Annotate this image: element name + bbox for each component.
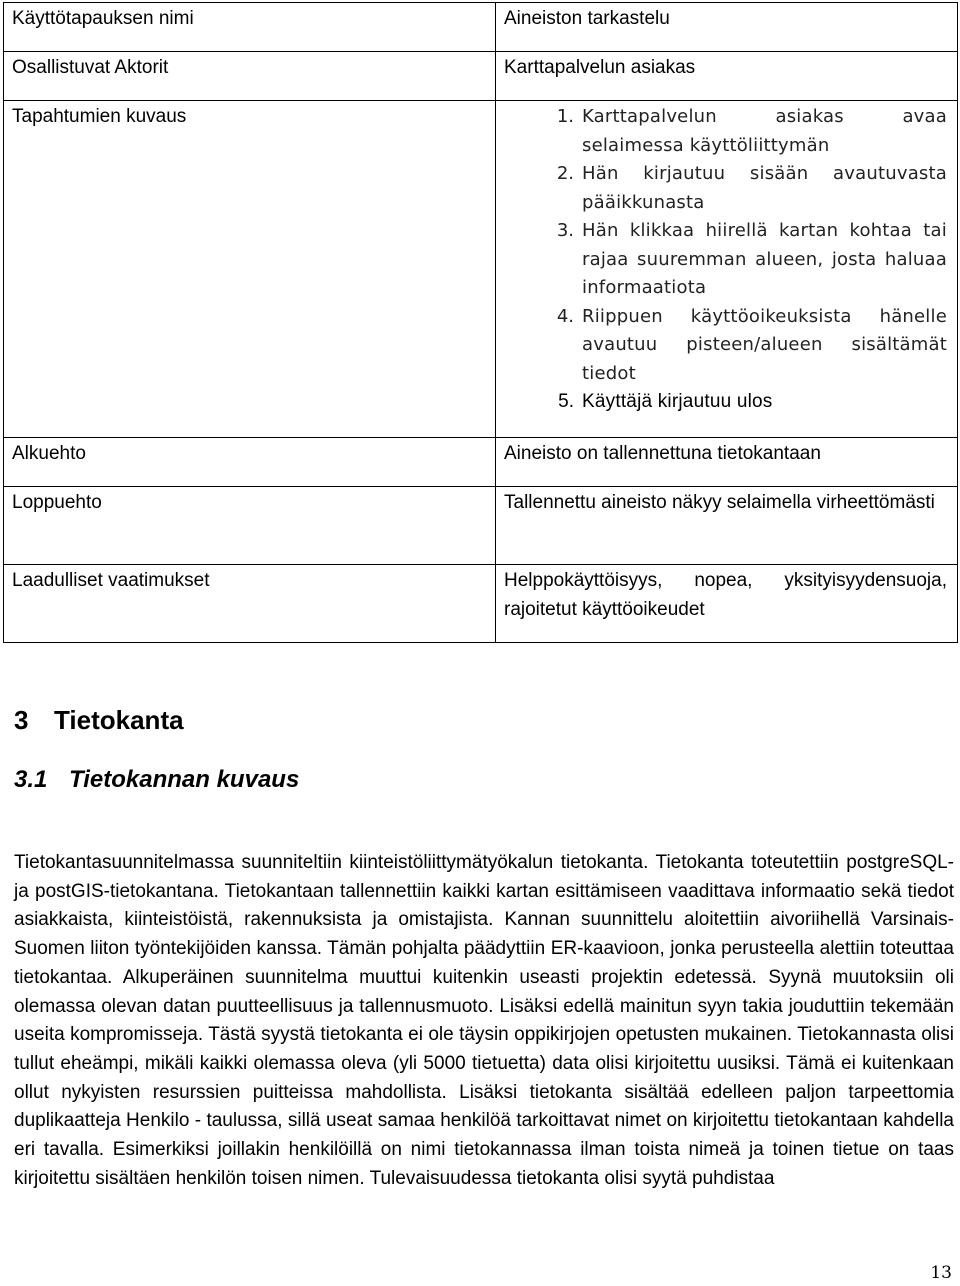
row-value-precondition: Aineisto on tallennettuna tietokantaan: [496, 438, 958, 487]
list-item: [504, 388, 947, 417]
step-number: 2.: [556, 163, 574, 184]
list-item: [504, 160, 947, 217]
subsection-heading: [14, 762, 299, 798]
body-paragraph: Tietokantasuunnitelmassa suunniteltiin kiinteistöliittymätyökalun tietokanta. Tietokanta toteutettiin postgreSQL- ja postGIS-tietokantana. Tietokantaan tallennettiin kaikki kartan esittämiseen vaadittava informaatio sekä tiedot asiakkaista, kiinteistöistä, rakennuksista ja omistajista. Kannan suunnittelu aloitettiin aivoriihellä Varsinais-Suomen liiton työntekijöiden kanssa. Tämän pohjalta päädyttiin ER-kaavioon, jonka perusteella alettiin toteuttaa tietokantaa. Alkuperäinen suunnitelma muuttui kuitenkin useasti projektin edetessä. Syynä muutoksiin oli olemassa olevan datan puutteellisuus ja tallennusmuoto. Lisäksi edellä mainitun syyn takia jouduttiin tekemään useita kompromisseja. Tästä syystä tietokanta ei ole täysin oppikirjojen opetusten mukainen. Tietokannasta olisi tullut eheämpi, mikäli kaikki olemassa oleva (yli 5000 tietuetta) data olisi kirjoitettu uusiksi. Tämä ei kuitenkaan ollut nykyisten resurssien puitteissa mahdollista. Lisäksi tietokanta sisältää edelleen paljon tarpeettomia duplikaatteja Henkilo - taulussa, sillä useat samaa henkilöä tarkoittavat nimet on kirjoitettu tietokantaan kahdella eri tavalla. Esimerkiksi joillakin henkilöillä on nimi tietokannassa ilman toista nimeä ja toinen tietue on taas kirjoitettu sisältäen henkilön toisen nimen. Tulevaisuudessa tietokanta olisi syytä puhdistaa: [14, 852, 954, 1189]
page-number: 13: [930, 1263, 952, 1283]
row-label-precondition: Alkuehto: [4, 438, 496, 487]
list-item: [504, 303, 947, 389]
step-text: Hän kirjautuu sisään avautuvasta pääikkunasta: [582, 163, 947, 213]
step-text: Käyttäjä kirjautuu ulos: [582, 391, 773, 412]
section-title: Tietokanta: [54, 705, 184, 735]
subsection-title: Tietokannan kuvaus: [69, 766, 300, 793]
row-label-postcondition: Loppuehto: [4, 487, 496, 565]
row-value-quality-requirements: Helppokäyttöisyys, nopea, yksityisyydensuoja, rajoitetut käyttöoikeudet: [496, 565, 958, 643]
table-row: [4, 565, 958, 643]
section-heading: [14, 700, 184, 740]
row-value-event-flow: [496, 101, 958, 438]
table-row: [4, 3, 958, 52]
list-item: [504, 103, 947, 160]
use-case-table: [3, 2, 958, 643]
section-number: 3: [14, 705, 29, 735]
table-row: [4, 52, 958, 101]
row-value-postcondition: Tallennettu aineisto näkyy selaimella virheettömästi: [496, 487, 958, 565]
row-label-actors: Osallistuvat Aktorit: [4, 52, 496, 101]
step-text: Hän klikkaa hiirellä kartan kohtaa tai rajaa suuremman alueen, josta haluaa informaatiota: [582, 220, 947, 298]
step-number: 3.: [556, 220, 574, 241]
step-number: 4.: [556, 305, 574, 327]
step-number: 1.: [556, 106, 574, 127]
row-value-use-case-name: Aineiston tarkastelu: [496, 3, 958, 52]
row-label-quality-requirements: Laadulliset vaatimukset: [4, 565, 496, 643]
table-row: [4, 101, 958, 438]
event-steps-list: [504, 103, 947, 417]
row-value-actors: Karttapalvelun asiakas: [496, 52, 958, 101]
step-number: 5.: [558, 391, 574, 412]
table-row: [4, 438, 958, 487]
list-item: [504, 217, 947, 303]
subsection-number: 3.1: [14, 766, 48, 793]
step-text: Karttapalvelun asiakas avaa selaimessa käyttöliittymän: [582, 106, 947, 156]
row-label-event-flow: Tapahtumien kuvaus: [4, 101, 496, 438]
step-text: Riippuen käyttöoikeuksista hänelle avautuu pisteen/alueen sisältämät tiedot: [582, 305, 947, 384]
row-label-use-case-name: Käyttötapauksen nimi: [4, 3, 496, 52]
table-row: [4, 487, 958, 565]
